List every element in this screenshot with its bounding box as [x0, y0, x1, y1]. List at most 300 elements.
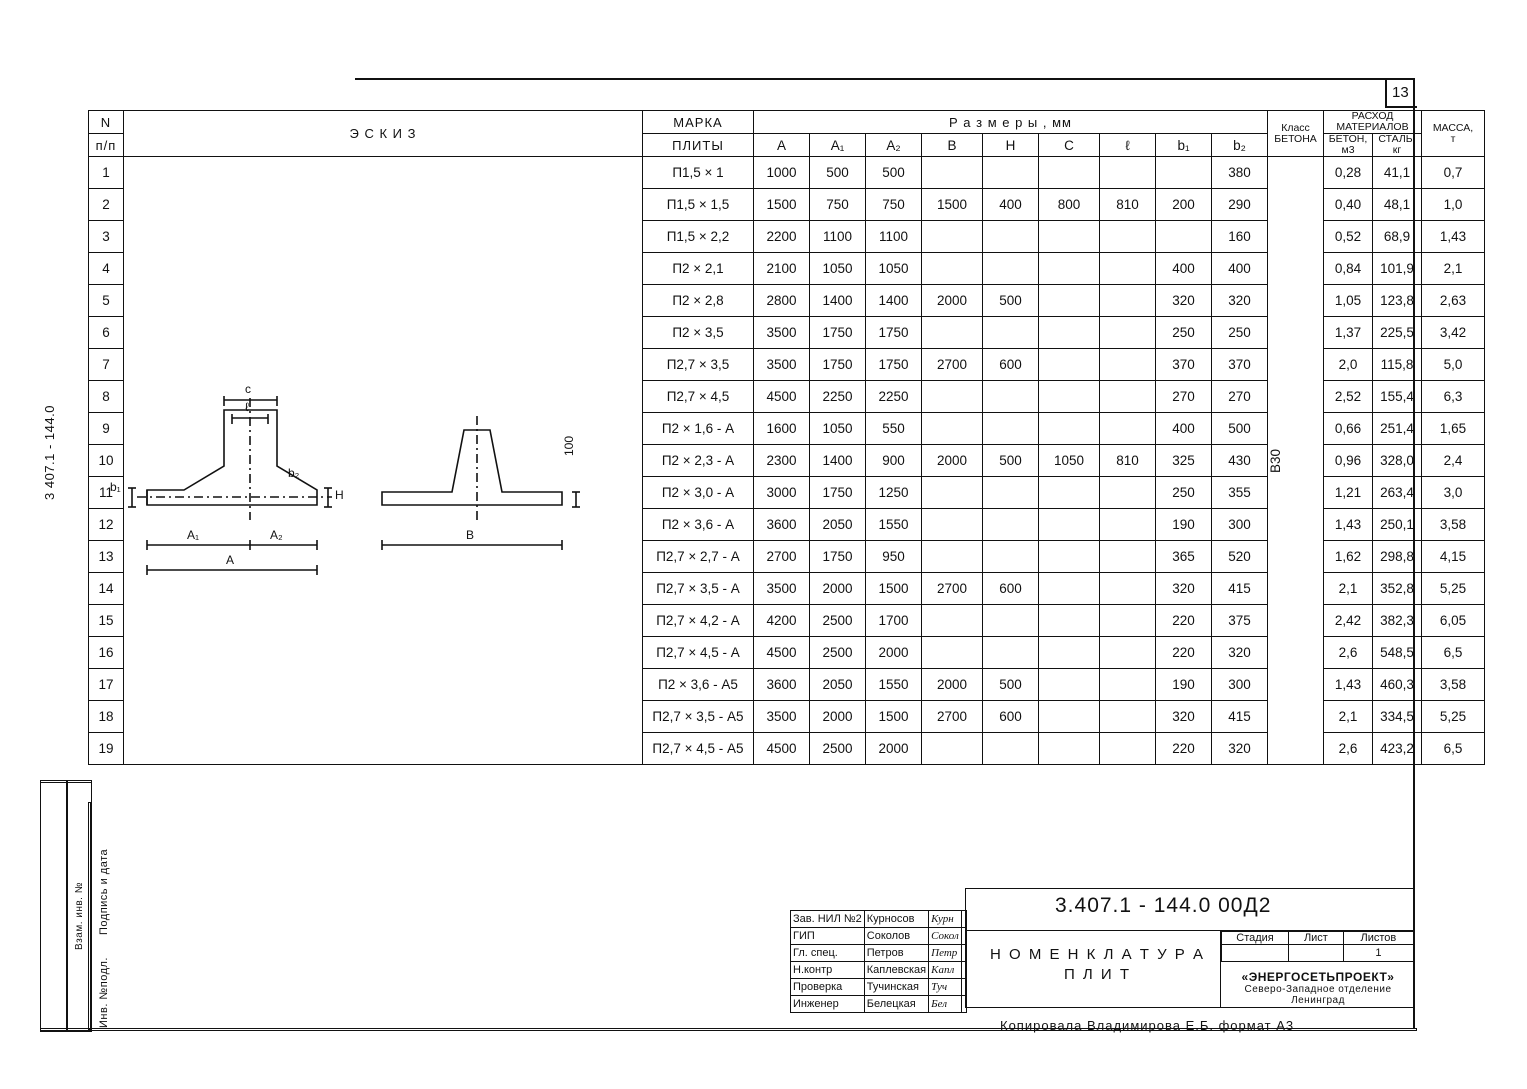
cell-A2: 1750	[866, 349, 922, 381]
cell-A2: 950	[866, 541, 922, 573]
cell-mark: П2 × 2,1	[643, 253, 754, 285]
cell-A: 3000	[754, 477, 810, 509]
cell-l	[1100, 285, 1156, 317]
cell-mark: П2,7 × 3,5 - А5	[643, 701, 754, 733]
cell-A2: 900	[866, 445, 922, 477]
cell-A1: 1400	[810, 285, 866, 317]
cell-H	[983, 605, 1039, 637]
cell-mass: 2,4	[1422, 445, 1485, 477]
cell-B: 2000	[922, 669, 983, 701]
signature-row	[791, 996, 967, 1013]
cell-mass: 3,58	[1422, 669, 1485, 701]
cell-A1: 1750	[810, 477, 866, 509]
cell-b2: 400	[1212, 253, 1268, 285]
cell-C	[1039, 477, 1100, 509]
signature-role: Н.контр	[791, 962, 865, 979]
cell-H	[983, 637, 1039, 669]
cell-A: 3600	[754, 669, 810, 701]
cell-A1: 2050	[810, 509, 866, 541]
cell-A2: 2000	[866, 733, 922, 765]
cell-mass: 6,5	[1422, 637, 1485, 669]
cell-mark: П1,5 × 2,2	[643, 221, 754, 253]
cell-l	[1100, 413, 1156, 445]
cell-b1: 220	[1156, 637, 1212, 669]
cell-mass: 6,5	[1422, 733, 1485, 765]
cell-A1: 1100	[810, 221, 866, 253]
document-title-line1: Н О М Е Н К Л А Т У Р А	[990, 946, 1205, 963]
cell-B: 1500	[922, 189, 983, 221]
signature-mark: Сокол	[929, 928, 962, 945]
cell-mass: 1,65	[1422, 413, 1485, 445]
cell-mass: 5,0	[1422, 349, 1485, 381]
sketch-label-A2: А₂	[270, 528, 283, 542]
cell-np: 17	[89, 669, 124, 701]
cell-b1: 220	[1156, 733, 1212, 765]
cell-concrete: 2,52	[1324, 381, 1373, 413]
signature-row	[791, 945, 967, 962]
cell-A1: 1750	[810, 349, 866, 381]
stage-header-2: Листов	[1343, 932, 1413, 945]
signature-row	[791, 928, 967, 945]
cell-np: 9	[89, 413, 124, 445]
page-number: 13	[1392, 84, 1409, 101]
cell-B	[922, 317, 983, 349]
cell-mass: 5,25	[1422, 701, 1485, 733]
cell-H: 600	[983, 701, 1039, 733]
cell-A1: 2500	[810, 733, 866, 765]
cell-A: 1500	[754, 189, 810, 221]
cell-mark: П2,7 × 4,5	[643, 381, 754, 413]
cell-b2: 320	[1212, 637, 1268, 669]
cell-H	[983, 509, 1039, 541]
cell-b2: 290	[1212, 189, 1268, 221]
cell-A1: 1750	[810, 541, 866, 573]
frame-top-line	[355, 78, 1415, 80]
cell-C	[1039, 285, 1100, 317]
header-concrete-class	[1268, 111, 1324, 157]
cell-l	[1100, 669, 1156, 701]
cell-B: 2700	[922, 701, 983, 733]
header-col-steel	[1373, 134, 1422, 157]
cell-mark: П2,7 × 4,5 - А	[643, 637, 754, 669]
signature-name: Тучинская	[864, 979, 928, 996]
cell-b1: 250	[1156, 477, 1212, 509]
cell-mass: 1,0	[1422, 189, 1485, 221]
header-col-B: B	[922, 134, 983, 157]
cell-H: 600	[983, 349, 1039, 381]
cell-b1: 320	[1156, 701, 1212, 733]
cell-concrete: 0,52	[1324, 221, 1373, 253]
cell-mass: 1,43	[1422, 221, 1485, 253]
cell-B	[922, 541, 983, 573]
cell-b1: 320	[1156, 285, 1212, 317]
cell-l: 810	[1100, 445, 1156, 477]
header-col-A1: A₁	[810, 134, 866, 157]
table-row	[89, 157, 1485, 189]
cell-b2: 520	[1212, 541, 1268, 573]
cell-mark: П2,7 × 3,5	[643, 349, 754, 381]
cell-A1: 2050	[810, 669, 866, 701]
signature-role: Инженер	[791, 996, 865, 1013]
cell-mass: 6,05	[1422, 605, 1485, 637]
cell-A2: 1050	[866, 253, 922, 285]
sketch-label-b2: b₂	[288, 466, 300, 480]
cell-C	[1039, 573, 1100, 605]
signature-role: ГИП	[791, 928, 865, 945]
cell-concrete: 2,42	[1324, 605, 1373, 637]
stage-value-2: 1	[1343, 945, 1413, 962]
cell-concrete: 2,0	[1324, 349, 1373, 381]
cell-mark: П2 × 1,6 - А	[643, 413, 754, 445]
cell-C	[1039, 701, 1100, 733]
cell-np: 10	[89, 445, 124, 477]
cell-A: 3500	[754, 701, 810, 733]
cell-np: 7	[89, 349, 124, 381]
cell-H	[983, 733, 1039, 765]
cell-C	[1039, 253, 1100, 285]
cell-C	[1039, 221, 1100, 253]
cell-mass: 0,7	[1422, 157, 1485, 189]
cell-b2: 380	[1212, 157, 1268, 189]
cell-b1: 400	[1156, 253, 1212, 285]
cell-A: 3500	[754, 317, 810, 349]
sketch-label-b1: b₁	[110, 480, 121, 494]
cell-H	[983, 253, 1039, 285]
cell-A2: 1550	[866, 509, 922, 541]
signature-row	[791, 962, 967, 979]
cell-A2: 550	[866, 413, 922, 445]
cell-A1: 2000	[810, 701, 866, 733]
cell-b1: 190	[1156, 669, 1212, 701]
cell-mark: П2 × 2,8	[643, 285, 754, 317]
cell-b2: 370	[1212, 349, 1268, 381]
cell-H	[983, 221, 1039, 253]
cell-H	[983, 317, 1039, 349]
cell-mark: П2 × 3,6 - А	[643, 509, 754, 541]
header-sketch: Э С К И З	[124, 111, 643, 157]
cell-np: 4	[89, 253, 124, 285]
cell-C	[1039, 349, 1100, 381]
cell-l	[1100, 477, 1156, 509]
left-strip-label-2: Взам. инв. №	[74, 882, 85, 950]
cell-steel: 548,5	[1373, 637, 1422, 669]
cell-steel: 334,5	[1373, 701, 1422, 733]
cell-b1: 365	[1156, 541, 1212, 573]
cell-steel: 101,9	[1373, 253, 1422, 285]
header-class-line2b: БЕТОНА	[1274, 132, 1317, 145]
cell-A: 2100	[754, 253, 810, 285]
cell-b2: 250	[1212, 317, 1268, 349]
cell-A2: 1400	[866, 285, 922, 317]
cell-b2: 300	[1212, 509, 1268, 541]
cell-steel: 460,3	[1373, 669, 1422, 701]
title-block	[790, 888, 1415, 1008]
signature-name: Белецкая	[864, 996, 928, 1013]
header-mass-line2: т	[1450, 132, 1456, 145]
signature-table	[790, 910, 967, 1013]
cell-mark: П2 × 3,0 - А	[643, 477, 754, 509]
cell-concrete: 2,1	[1324, 701, 1373, 733]
cell-b2: 160	[1212, 221, 1268, 253]
cell-A: 3600	[754, 509, 810, 541]
cell-concrete: 1,37	[1324, 317, 1373, 349]
cell-concrete-class: В30	[1268, 157, 1324, 765]
cell-A1: 500	[810, 157, 866, 189]
cell-A2: 1700	[866, 605, 922, 637]
header-col-A: A	[754, 134, 810, 157]
cell-b2: 320	[1212, 733, 1268, 765]
sketch-label-A: А	[226, 553, 235, 567]
cell-A: 3500	[754, 349, 810, 381]
header-mark-2: ПЛИТЫ	[643, 134, 754, 157]
cell-H	[983, 157, 1039, 189]
cell-l	[1100, 349, 1156, 381]
left-title-strip	[40, 780, 110, 1030]
sketch-label-l: ℓ	[245, 400, 249, 414]
stage-value-0	[1222, 945, 1289, 962]
cell-H: 500	[983, 285, 1039, 317]
cell-C	[1039, 317, 1100, 349]
cell-B	[922, 221, 983, 253]
cell-concrete: 1,62	[1324, 541, 1373, 573]
sketch-label-c: c	[245, 382, 251, 396]
cell-steel: 423,2	[1373, 733, 1422, 765]
cell-A: 4500	[754, 637, 810, 669]
cell-A: 2300	[754, 445, 810, 477]
cell-mass: 3,0	[1422, 477, 1485, 509]
cell-concrete: 2,6	[1324, 637, 1373, 669]
cell-np: 14	[89, 573, 124, 605]
cell-C	[1039, 157, 1100, 189]
header-col-A2: A₂	[866, 134, 922, 157]
cell-C	[1039, 509, 1100, 541]
cell-A1: 2250	[810, 381, 866, 413]
cell-mark: П2 × 2,3 - А	[643, 445, 754, 477]
cell-steel: 251,4	[1373, 413, 1422, 445]
cell-np: 15	[89, 605, 124, 637]
cell-A1: 1750	[810, 317, 866, 349]
cell-concrete: 1,21	[1324, 477, 1373, 509]
cell-b1: 320	[1156, 573, 1212, 605]
cell-concrete: 0,40	[1324, 189, 1373, 221]
cell-A1: 2500	[810, 605, 866, 637]
cell-b2: 300	[1212, 669, 1268, 701]
cell-concrete: 2,1	[1324, 573, 1373, 605]
signature-mark: Курн	[929, 911, 962, 928]
cell-b1: 250	[1156, 317, 1212, 349]
cell-np: 12	[89, 509, 124, 541]
cell-b1: 220	[1156, 605, 1212, 637]
cell-A2: 1250	[866, 477, 922, 509]
cell-C	[1039, 381, 1100, 413]
table-header-row-1	[89, 111, 1485, 134]
cell-mark: П2,7 × 3,5 - А	[643, 573, 754, 605]
cell-b1: 190	[1156, 509, 1212, 541]
signature-row	[791, 979, 967, 996]
cell-b1: 270	[1156, 381, 1212, 413]
cell-steel: 123,8	[1373, 285, 1422, 317]
cell-A: 1000	[754, 157, 810, 189]
cell-b2: 320	[1212, 285, 1268, 317]
cell-l	[1100, 605, 1156, 637]
cell-steel: 155,4	[1373, 381, 1422, 413]
cell-C	[1039, 413, 1100, 445]
signature-mark: Туч	[929, 979, 962, 996]
cell-steel: 225,5	[1373, 317, 1422, 349]
left-strip-label-0: Инв. №подл.	[98, 957, 110, 1028]
cell-C	[1039, 605, 1100, 637]
signature-mark: Петр	[929, 945, 962, 962]
cell-b1: 325	[1156, 445, 1212, 477]
cell-C	[1039, 541, 1100, 573]
cell-b1: 370	[1156, 349, 1212, 381]
cell-mark: П1,5 × 1	[643, 157, 754, 189]
cell-l	[1100, 317, 1156, 349]
cell-concrete: 1,43	[1324, 509, 1373, 541]
cell-steel: 250,1	[1373, 509, 1422, 541]
organization-city: Ленинград	[1291, 995, 1345, 1006]
header-mass	[1422, 111, 1485, 157]
cell-concrete: 1,05	[1324, 285, 1373, 317]
cell-A: 2800	[754, 285, 810, 317]
header-col-C: C	[1039, 134, 1100, 157]
cell-steel: 382,3	[1373, 605, 1422, 637]
stage-header-row	[1222, 932, 1414, 945]
cell-np: 16	[89, 637, 124, 669]
cell-mass: 6,3	[1422, 381, 1485, 413]
cell-C	[1039, 637, 1100, 669]
cell-mass: 5,25	[1422, 573, 1485, 605]
signature-role: Проверка	[791, 979, 865, 996]
cell-H: 400	[983, 189, 1039, 221]
cell-l	[1100, 637, 1156, 669]
sketch-label-H: H	[335, 488, 344, 502]
stage-value-1	[1289, 945, 1344, 962]
cell-A: 4500	[754, 381, 810, 413]
header-col-H: H	[983, 134, 1039, 157]
cell-l	[1100, 733, 1156, 765]
cell-l	[1100, 541, 1156, 573]
signature-role: Гл. спец.	[791, 945, 865, 962]
cell-concrete: 0,28	[1324, 157, 1373, 189]
cell-np: 2	[89, 189, 124, 221]
cell-mark: П2,7 × 4,2 - А	[643, 605, 754, 637]
cell-l	[1100, 221, 1156, 253]
sketch-label-A1: А₁	[187, 528, 200, 542]
cell-steel: 68,9	[1373, 221, 1422, 253]
cell-mass: 3,58	[1422, 509, 1485, 541]
cell-B	[922, 253, 983, 285]
cell-np: 1	[89, 157, 124, 189]
cell-A: 1600	[754, 413, 810, 445]
cell-concrete: 0,84	[1324, 253, 1373, 285]
cell-B	[922, 413, 983, 445]
cell-A2: 1500	[866, 701, 922, 733]
stage-table	[1221, 931, 1414, 962]
header-col-concrete	[1324, 134, 1373, 157]
copier-note: Копировала Владимирова Е.Б. формат А3	[1000, 1018, 1295, 1033]
left-strip-label-1: Подпись и дата	[98, 848, 110, 935]
cell-l	[1100, 253, 1156, 285]
signature-row	[791, 911, 967, 928]
cell-l	[1100, 701, 1156, 733]
cell-steel: 352,8	[1373, 573, 1422, 605]
cell-A1: 1400	[810, 445, 866, 477]
cell-steel: 263,4	[1373, 477, 1422, 509]
cell-C: 1050	[1039, 445, 1100, 477]
cell-H: 500	[983, 669, 1039, 701]
cell-A2: 1550	[866, 669, 922, 701]
cell-b2: 355	[1212, 477, 1268, 509]
sketch-label-B: В	[466, 528, 475, 542]
header-col-b1: b₁	[1156, 134, 1212, 157]
cell-C	[1039, 669, 1100, 701]
header-concrete-line2: м3	[1341, 144, 1355, 157]
cell-B	[922, 381, 983, 413]
cell-l	[1100, 509, 1156, 541]
cell-A2: 2250	[866, 381, 922, 413]
cell-np: 13	[89, 541, 124, 573]
cell-B	[922, 637, 983, 669]
cell-A: 2200	[754, 221, 810, 253]
cell-mark: П2,7 × 4,5 - А5	[643, 733, 754, 765]
cell-mass: 4,15	[1422, 541, 1485, 573]
signature-name: Каплевская	[864, 962, 928, 979]
cell-steel: 48,1	[1373, 189, 1422, 221]
header-mass-line1: МАССА,	[1432, 121, 1474, 134]
cell-np: 6	[89, 317, 124, 349]
cell-B: 2000	[922, 445, 983, 477]
cell-A: 4200	[754, 605, 810, 637]
cell-b1	[1156, 157, 1212, 189]
cell-H	[983, 541, 1039, 573]
signature-mark: Капл	[929, 962, 962, 979]
cell-A1: 1050	[810, 413, 866, 445]
cell-mark: П2,7 × 2,7 - А	[643, 541, 754, 573]
signature-mark: Бел	[929, 996, 962, 1013]
cell-np: 19	[89, 733, 124, 765]
cell-concrete: 0,66	[1324, 413, 1373, 445]
cell-mass: 3,42	[1422, 317, 1485, 349]
cell-A1: 2500	[810, 637, 866, 669]
cell-A2: 2000	[866, 637, 922, 669]
cell-C: 800	[1039, 189, 1100, 221]
cell-b1: 200	[1156, 189, 1212, 221]
header-np-2: п/п	[89, 134, 124, 157]
document-code: 3.407.1 - 144.0 00Д2	[1055, 894, 1272, 917]
cell-A: 2700	[754, 541, 810, 573]
cell-b2: 500	[1212, 413, 1268, 445]
cell-b1	[1156, 221, 1212, 253]
cell-np: 3	[89, 221, 124, 253]
cell-b2: 430	[1212, 445, 1268, 477]
cell-B: 2700	[922, 349, 983, 381]
cell-A2: 750	[866, 189, 922, 221]
cell-mark: П1,5 × 1,5	[643, 189, 754, 221]
cell-H	[983, 477, 1039, 509]
header-concrete-line1: БЕТОН,	[1328, 133, 1368, 146]
cell-A: 3500	[754, 573, 810, 605]
cell-np: 8	[89, 381, 124, 413]
cell-b2: 415	[1212, 701, 1268, 733]
sketch-label-edge: 100	[562, 435, 576, 456]
signature-name: Петров	[864, 945, 928, 962]
cell-np: 5	[89, 285, 124, 317]
plate-sketch	[92, 370, 602, 600]
cell-b2: 375	[1212, 605, 1268, 637]
stage-header-1: Лист	[1289, 932, 1344, 945]
header-col-l: ℓ	[1100, 134, 1156, 157]
